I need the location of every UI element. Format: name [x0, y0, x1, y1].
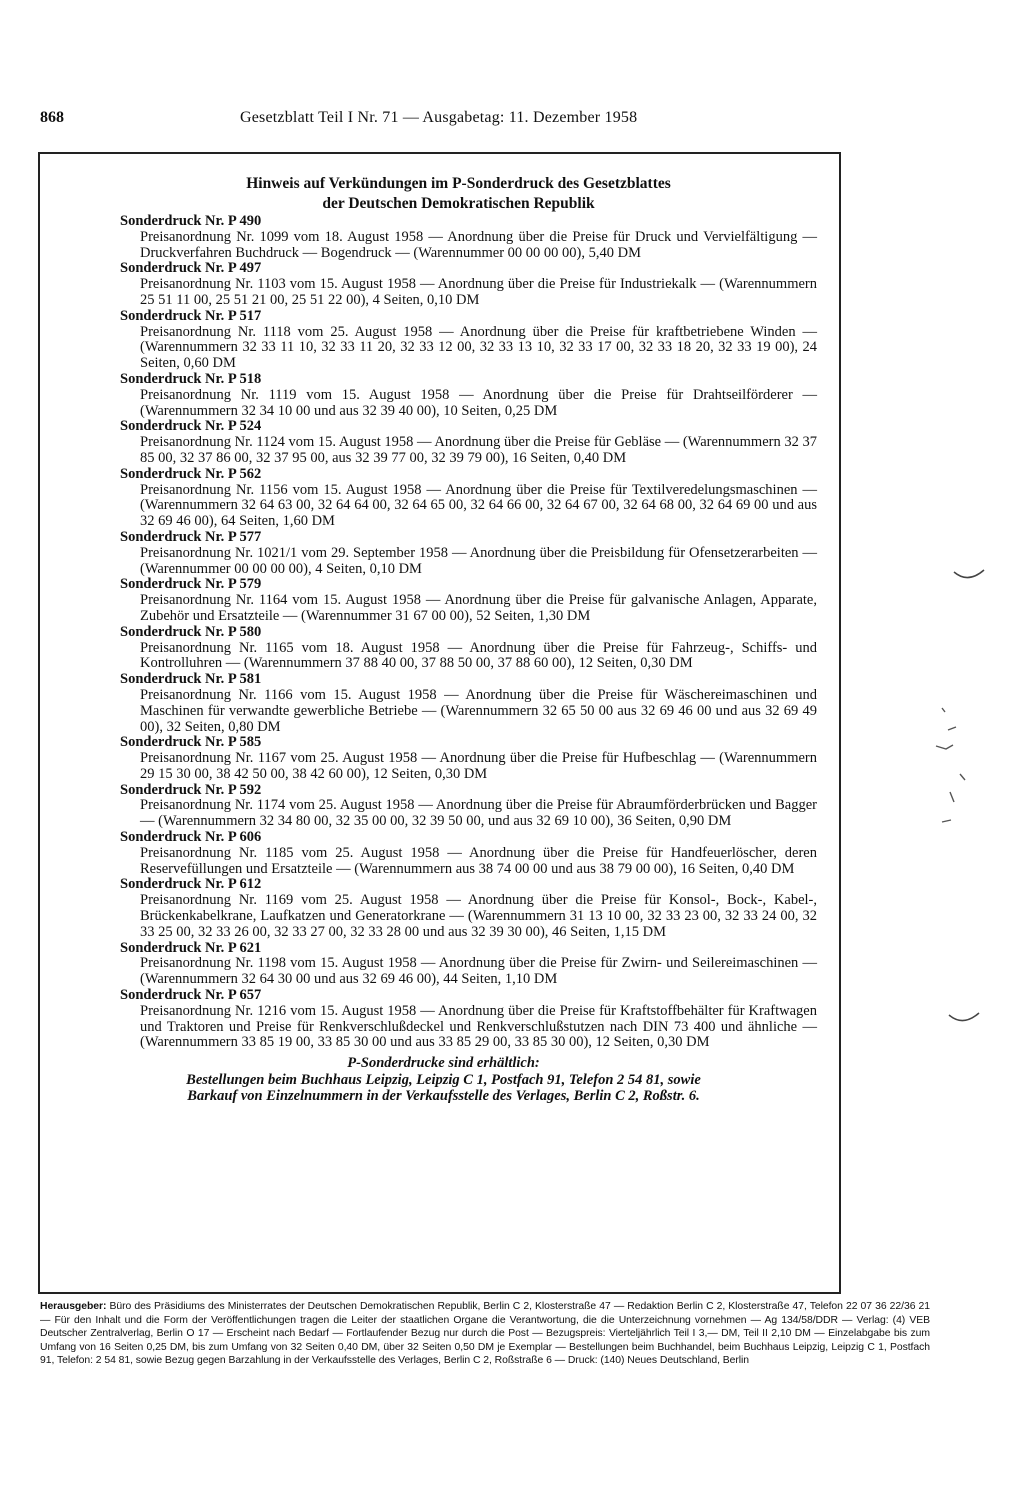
entry: [120, 781, 817, 830]
entry: [120, 829, 817, 877]
imprint-label: Herausgeber:: [40, 1301, 107, 1312]
entry: [120, 987, 817, 1051]
availability-line: Barkauf von Einzelnummern in der Verkaufsstelle des Verlages, Berlin C 2, Roßstr. 6.: [187, 1088, 700, 1105]
entry-heading: Sonderdruck Nr. P 657: [120, 987, 262, 1004]
entry-heading: Sonderdruck Nr. P 562: [120, 465, 262, 482]
entry-text: Preisanordnung Nr. 1103 vom 15. August 1958 — Anordnung über die Preise für Industriekalk — (Warennummern 25 51 11 00, 25 51 21 00, 25 51 22 00), 4 Seiten, 0,10 DM: [140, 276, 817, 308]
entry-heading: Sonderdruck Nr. P 524: [120, 418, 262, 435]
notice-box: [38, 152, 841, 1294]
entry-heading: Sonderdruck Nr. P 518: [120, 370, 262, 387]
entry-text: Preisanordnung Nr. 1118 vom 25. August 1958 — Anordnung über die Preise für kraftbetriebene Winden — (Warennummern 32 33 11 10, 32 33 11 20, 32 33 12 00, 32 33 13 10, 32 33 17 00, 32 33 18 20, 32 33 19 00), 24 Seiten, 0,60 DM: [140, 323, 817, 372]
entry: [120, 213, 817, 261]
entry: [120, 734, 817, 782]
notice-title: [80, 174, 837, 214]
entry-text: Preisanordnung Nr. 1198 vom 15. August 1958 — Anordnung über die Preise für Zwirn- und Seilereimaschinen — (Warennummern 32 64 30 00 und aus 32 69 46 00), 44 Seiten, 1,10 DM: [140, 955, 817, 988]
entry-text: Preisanordnung Nr. 1185 vom 25. August 1958 — Anordnung über die Preise für Handfeuerlöscher, deren Reservefüllungen und Ersatzteile — (Warennummern aus 38 74 00 00 und aus 38 79 00 00), 16 Seiten, 0,40 DM: [140, 844, 817, 877]
entry: [120, 876, 817, 940]
entry-heading: Sonderdruck Nr. P 490: [120, 213, 262, 229]
page-header: [40, 106, 940, 130]
entry-heading: Sonderdruck Nr. P 592: [120, 781, 262, 798]
pencil-mark: [950, 560, 990, 590]
entry: [120, 465, 817, 530]
entry-text: Preisanordnung Nr. 1166 vom 15. August 1958 — Anordnung über die Preise für Wäschereimaschinen und Maschinen für verwandte gewerbliche Betriebe — (Warennummern 32 65 50 00 aus 32 69 46 00 und aus 32 69 49 00), 32 Seiten, 0,80 DM: [140, 686, 817, 735]
notice-title-line: der Deutschen Demokratischen Republik: [322, 195, 595, 212]
entry-text: Preisanordnung Nr. 1174 vom 25. August 1958 — Anordnung über die Preise für Abraumförderbrücken und Bagger — (Warennummern 32 34 80 00, 32 35 00 00, 32 39 50 00, und aus 32 69 10 00), 36 Seiten, 0,90 DM: [140, 797, 817, 830]
entry-text: Preisanordnung Nr. 1099 vom 18. August 1958 — Anordnung über die Preise für Druck und Vervielfältigung — Druckverfahren Buchdruck — Bogendruck — (Warennummer 00 00 00 00), 5,40 DM: [140, 228, 817, 261]
entry: [120, 623, 817, 672]
entry-heading: Sonderdruck Nr. P 581: [120, 671, 262, 688]
availability-note: [70, 1055, 817, 1105]
entry: [120, 307, 817, 372]
entry: [120, 528, 817, 577]
entry-heading: Sonderdruck Nr. P 612: [120, 876, 262, 893]
entry: [120, 418, 817, 466]
entry-heading: Sonderdruck Nr. P 585: [120, 734, 262, 751]
entry-text: Preisanordnung Nr. 1169 vom 25. August 1958 — Anordnung über die Preise für Konsol-, Bock-, Kabel-, Brückenkabelkrane, Laufkatzen und Generatorkrane — (Warennummern 31 13 10 00, 32 33 23 00, 32 33 24 00, 32 33 25 00, 32 33 26 00, 32 33 27 00, 32 33 28 00 und aus 32 39 30 00), 46 Seiten, 1,15 DM: [140, 892, 817, 940]
entry: [120, 939, 817, 988]
entry-text: Preisanordnung Nr. 1124 vom 15. August 1958 — Anordnung über die Preise für Gebläse — (Warennummern 32 37 85 00, 32 37 86 00, 32 37 95 00, aus 32 39 77 00, 32 39 79 00), 16 Seiten, 0,40 DM: [140, 434, 817, 466]
entry: [120, 370, 817, 419]
entry-heading: Sonderdruck Nr. P 579: [120, 576, 262, 593]
entry-text: Preisanordnung Nr. 1167 vom 25. August 1958 — Anordnung über die Preise für Hufbeschlag — (Warennummern 29 15 30 00, 38 42 50 00, 38 42 60 00), 12 Seiten, 0,30 DM: [140, 750, 817, 782]
entry-heading: Sonderdruck Nr. P 580: [120, 623, 262, 640]
entry-heading: Sonderdruck Nr. P 577: [120, 528, 262, 545]
entry-text: Preisanordnung Nr. 1165 vom 18. August 1958 — Anordnung über die Preise für Fahrzeug-, Schiffs- und Kontrolluhren — (Warennummern 37 88 40 00, 37 88 50 00, 37 88 60 00), 12 Seiten, 0,30 DM: [140, 639, 817, 672]
entry-text: Preisanordnung Nr. 1156 vom 15. August 1958 — Anordnung über die Preise für Textilveredelungsmaschinen — (Warennummern 32 64 63 00, 32 64 64 00, 32 64 65 00, 32 64 66 00, 32 64 67 00, 32 64 68 00, 32 64 69 00 und aus 32 69 46 00), 64 Seiten, 1,60 DM: [140, 481, 817, 530]
entry-heading: Sonderdruck Nr. P 497: [120, 260, 262, 277]
entry-text: Preisanordnung Nr. 1164 vom 15. August 1958 — Anordnung über die Preise für galvanische Anlagen, Apparate, Zubehör und Ersatzteile — (Warennummer 31 67 00 00), 52 Seiten, 1,30 DM: [140, 592, 817, 624]
entry-list: [120, 213, 817, 1051]
entry-text: Preisanordnung Nr. 1119 vom 15. August 1958 — Anordnung über die Preise für Drahtseilförderer — (Warennummern 32 34 10 00 und aus 32 39 40 00), 10 Seiten, 0,25 DM: [140, 386, 817, 419]
pencil-mark: [930, 700, 980, 840]
availability-heading: P-Sonderdrucke sind erhältlich:: [347, 1055, 540, 1072]
entry-text: Preisanordnung Nr. 1216 vom 15. August 1958 — Anordnung über die Preise für Kraftstoffbehälter für Kraftwagen und Traktoren und Preise für Renkverschlußdeckel und Renkverschlußstutzen nach DIN 73 400 und ähnliche — (Warennummern 33 85 19 00, 33 85 30 00 und aus 33 85 29 00, 33 85 30 00), 12 Seiten, 0,30 DM: [140, 1002, 817, 1051]
notice-title-line: Hinweis auf Verkündungen im P-Sonderdruck des Gesetzblattes: [246, 175, 671, 192]
pencil-mark: [945, 1005, 985, 1035]
imprint-text: Büro des Präsidiums des Ministerrates der Deutschen Demokratischen Republik, Berlin C 2, Klosterstraße 47 — Redaktion Berlin C 2, Klosterstraße 47, Telefon 22 07 36 22/36 21 — Für den Inhalt und die Form der Veröffentlichungen tragen die Leiter der staatlichen Organe die Verantwortung, die die Unterzeichnung vornehmen — Ag 134/58/DDR — Verlag: (4) VEB Deutscher Zentralverlag, Berlin O 17 — Erscheint nach Bedarf — Fortlaufender Bezug nur durch die Post — Bezugspreis: Vierteljährlich Teil I 3,— DM, Teil II 2,10 DM — Einzelabgabe bis zum Umfang von 16 Seiten 0,25 DM, bis zum Umfang von 32 Seiten 0,40 DM, über 32 Seiten 0,50 DM je Exemplar — Bestellungen beim Buchhandel, beim Buchhaus Leipzig, Leipzig C 1, Postfach 91, Telefon: 2 54 81, sowie Bezug gegen Barzahlung in der Verkaufsstelle des Verlages, Berlin C 2, Roßstraße 6 — Druck: (140) Neues Deutschland, Berlin: [40, 1301, 930, 1367]
page-number: 868: [40, 109, 64, 126]
entry-text: Preisanordnung Nr. 1021/1 vom 29. September 1958 — Anordnung über die Preisbildung für Ofensetzerarbeiten — (Warennummer 00 00 00 00), 4 Seiten, 0,10 DM: [140, 544, 817, 577]
entry: [120, 260, 817, 308]
imprint: [40, 1300, 930, 1368]
running-title: Gesetzblatt Teil I Nr. 71 — Ausgabetag: 11. Dezember 1958: [240, 109, 638, 126]
availability-line: Bestellungen beim Buchhaus Leipzig, Leipzig C 1, Postfach 91, Telefon 2 54 81, sowie: [186, 1071, 701, 1088]
entry-heading: Sonderdruck Nr. P 606: [120, 829, 262, 846]
entry-heading: Sonderdruck Nr. P 621: [120, 939, 262, 956]
entry-heading: Sonderdruck Nr. P 517: [120, 307, 262, 324]
entry: [120, 576, 817, 624]
entry: [120, 671, 817, 735]
